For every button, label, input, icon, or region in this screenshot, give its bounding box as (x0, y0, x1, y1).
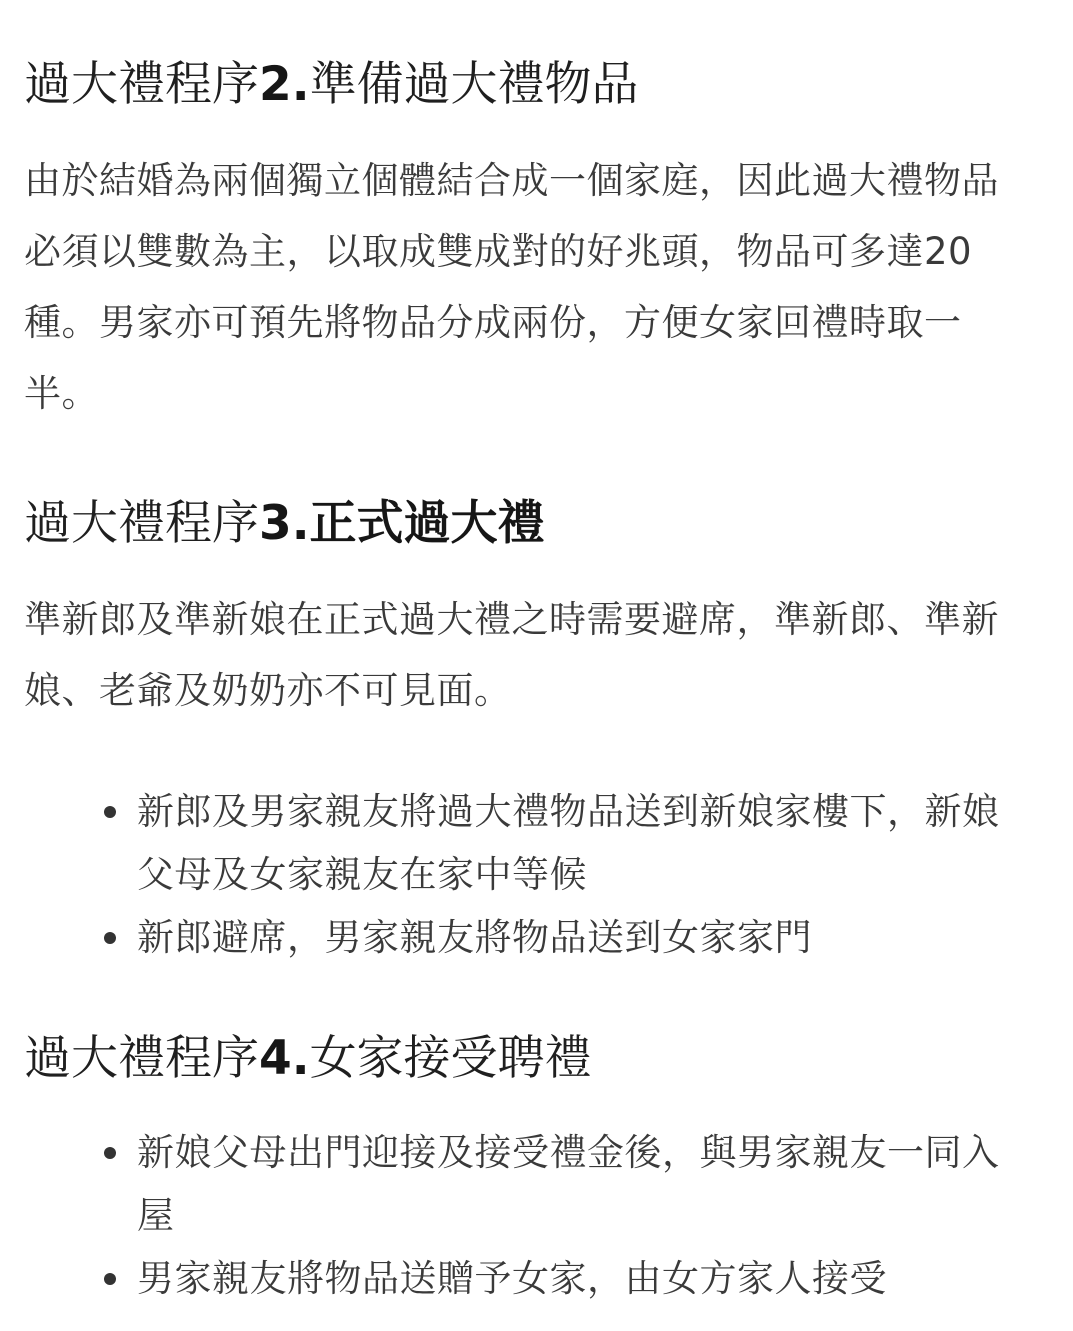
list-item-text: 新郎及男家親友將過大禮物品送到新娘家樓下，新娘父母及女家親友在家中等候 (137, 790, 1000, 896)
bullet-icon (104, 806, 116, 818)
section-heading-3 (24, 494, 545, 554)
bullet-list-4 (0, 1121, 1073, 1310)
list-item-text: 新娘父母出門迎接及接受禮金後，與男家親友一同入屋 (137, 1131, 1000, 1237)
section-paragraph-3: 準新郎及準新娘在正式過大禮之時需要避席，準新郎、準新娘、老爺及奶奶亦不可見面。 (24, 598, 999, 712)
list-item-text: 新郎避席，男家親友將物品送到女家家門 (137, 916, 812, 959)
section-heading-4 (24, 1029, 592, 1089)
list-item-text: 男家親友將物品送贈予女家，由女方家人接受 (137, 1257, 887, 1300)
bullet-icon (104, 1273, 116, 1285)
list-item (0, 1247, 1017, 1310)
heading-prefix: 過大禮程序 (24, 1031, 259, 1086)
heading-prefix: 過大禮程序 (24, 496, 259, 551)
list-item (0, 780, 1017, 906)
bullet-icon (104, 1147, 116, 1159)
section-heading-2 (24, 55, 639, 115)
heading-number: 4. (259, 1031, 310, 1086)
bullet-list-3 (0, 780, 1073, 969)
heading-prefix: 過大禮程序 (24, 57, 259, 112)
bullet-icon (104, 932, 116, 944)
section-paragraph-2: 由於結婚為兩個獨立個體結合成一個家庭，因此過大禮物品必須以雙數為主，以取成雙成對的好兆頭，物品可多達20種。男家亦可預先將物品分成兩份，方便女家回禮時取一半。 (24, 159, 999, 415)
heading-title: 準備過大禮物品 (309, 57, 639, 112)
heading-number: 2. (259, 57, 310, 112)
list-item (0, 1121, 1017, 1247)
heading-title: 女家接受聘禮 (309, 1031, 592, 1086)
heading-title: 3.正式過大禮 (259, 496, 545, 551)
list-item (0, 906, 1017, 969)
